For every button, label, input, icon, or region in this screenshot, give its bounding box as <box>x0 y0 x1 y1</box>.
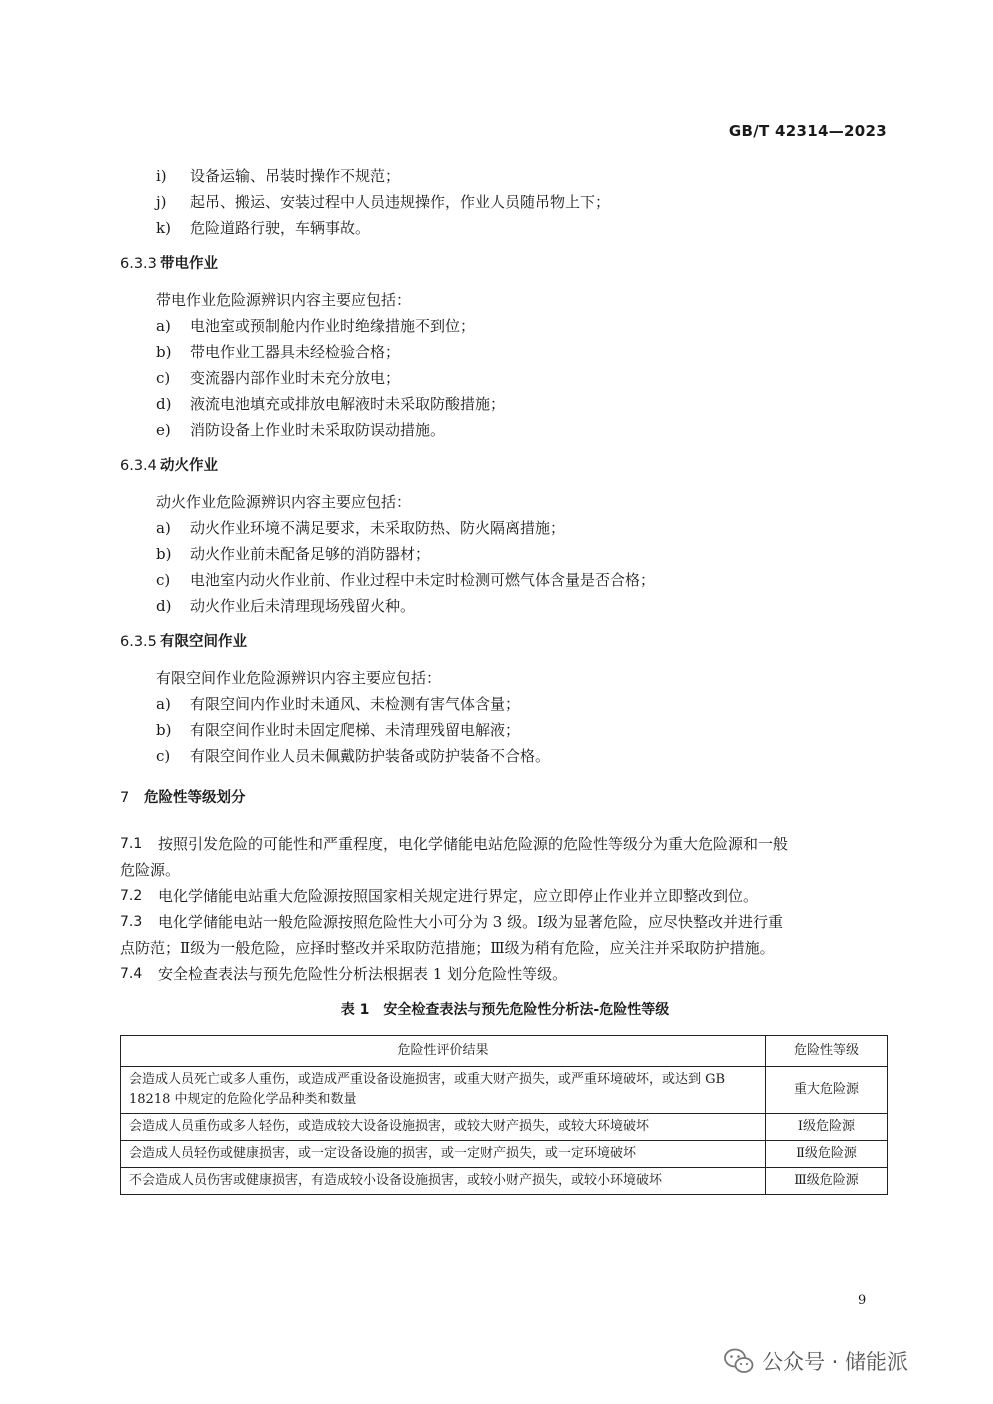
table-cell: Ⅰ级危险源 <box>766 1114 888 1141</box>
table-cell: 会造成人员死亡或多人重伤，或造成严重设备设施损害，或重大财产损失，或严重环境破坏，或达到 GB 18218 中规定的危险化学品种类和数量 <box>121 1067 766 1114</box>
list-item: a) 动火作业环境不满足要求，未采取防热、防火隔离措施； <box>156 519 566 537</box>
table-row <box>121 1067 888 1114</box>
list-item: b) 动火作业前未配备足够的消防器材； <box>156 545 431 563</box>
table-cell: Ⅱ级危险源 <box>766 1141 888 1168</box>
list-item: b) 有限空间作业时未固定爬梯、未清理残留电解液； <box>156 721 521 739</box>
section-6-3-5 <box>120 629 890 769</box>
list-item: b) 带电作业工器具未经检验合格； <box>156 343 401 361</box>
section-heading: 6.3.3 带电作业 <box>120 256 218 272</box>
clause-7-4: 7.4 安全检查表法与预先危险性分析法根据表 1 划分危险性等级。 <box>120 965 568 983</box>
document-body <box>120 163 890 1195</box>
standard-number: GB/T 42314—2023 <box>728 122 887 140</box>
table-cell: 会造成人员轻伤或健康损害，或一定设备设施的损害，或一定财产损失，或一定环境破坏 <box>121 1141 766 1168</box>
column-header: 危险性等级 <box>766 1036 888 1067</box>
section-intro: 动火作业危险源辨识内容主要应包括： <box>156 493 412 511</box>
section-6-3-3 <box>120 251 890 443</box>
section-intro: 带电作业危险源辨识内容主要应包括： <box>156 291 412 309</box>
section-heading: 6.3.4 动火作业 <box>120 458 218 474</box>
column-header: 危险性评价结果 <box>121 1036 766 1067</box>
section-intro: 有限空间作业危险源辨识内容主要应包括： <box>156 669 442 687</box>
hazard-level-table <box>120 1035 888 1195</box>
watermark-text: 公众号 · 储能派 <box>762 1350 909 1374</box>
table-title: 表 1 安全检查表法与预先危险性分析法-危险性等级 <box>340 1002 670 1018</box>
list-item: a) 有限空间内作业时未通风、未检测有害气体含量； <box>156 695 521 713</box>
clause-7-1-cont: 危险源。 <box>120 861 181 879</box>
chapter-heading: 7 危险性等级划分 <box>120 790 246 806</box>
table-header-row <box>121 1036 888 1067</box>
clause-7-2: 7.2 电化学储能电站重大危险源按照国家相关规定进行界定，应立即停止作业并立即整改到位。 <box>120 887 759 905</box>
table-row <box>121 1141 888 1168</box>
list-top <box>120 163 890 241</box>
wechat-icon <box>724 1347 754 1375</box>
list-item: d) 动火作业后未清理现场残留火种。 <box>156 597 416 615</box>
table-cell: 会造成人员重伤或多人轻伤，或造成较大设备设施损害，或较大财产损失，或较大环境破坏 <box>121 1114 766 1141</box>
list-item: i) 设备运输、吊装时操作不规范； <box>156 167 401 185</box>
table-cell: 不会造成人员伤害或健康损害，有造成较小设备设施损害，或较小财产损失，或较小环境破坏 <box>121 1168 766 1195</box>
clause-7-1: 7.1 按照引发危险的可能性和严重程度，电化学储能电站危险源的危险性等级分为重大危险源和一般 <box>120 835 789 853</box>
watermark <box>724 1346 908 1376</box>
list-item: j) 起吊、搬运、安装过程中人员违规操作，作业人员随吊物上下； <box>156 193 611 211</box>
table-row <box>121 1168 888 1195</box>
section-7 <box>120 785 890 987</box>
list-item: k) 危险道路行驶，车辆事故。 <box>156 219 371 237</box>
section-heading: 6.3.5 有限空间作业 <box>120 634 247 650</box>
list-item: e) 消防设备上作业时未采取防误动措施。 <box>156 421 446 439</box>
clause-7-3-cont: 点防范；Ⅱ级为一般危险，应择时整改并采取防范措施；Ⅲ级为稍有危险，应关注并采取防护措施。 <box>120 939 775 957</box>
list-item: d) 液流电池填充或排放电解液时未采取防酸措施； <box>156 395 506 413</box>
table-cell: Ⅲ级危险源 <box>766 1168 888 1195</box>
page-number: 9 <box>858 1293 867 1308</box>
section-6-3-4 <box>120 453 890 619</box>
clause-7-3: 7.3 电化学储能电站一般危险源按照危险性大小可分为 3 级。Ⅰ级为显著危险，应尽快整改并进行重 <box>120 913 784 931</box>
list-item: c) 电池室内动火作业前、作业过程中未定时检测可燃气体含量是否合格； <box>156 571 656 589</box>
list-item: c) 有限空间作业人员未佩戴防护装备或防护装备不合格。 <box>156 747 551 765</box>
list-item: c) 变流器内部作业时未充分放电； <box>156 369 401 387</box>
list-item: a) 电池室或预制舱内作业时绝缘措施不到位； <box>156 317 476 335</box>
table-cell: 重大危险源 <box>766 1067 888 1114</box>
table-row <box>121 1114 888 1141</box>
